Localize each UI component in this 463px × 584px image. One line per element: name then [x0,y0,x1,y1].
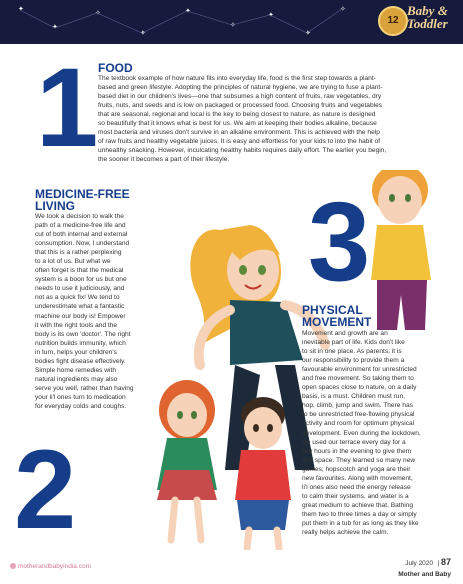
star-icon: ✦ [305,30,311,37]
constellation-lines [0,0,370,44]
footer-divider: | [437,560,441,567]
footer-url-text: motherandbabyindia.com [18,563,91,570]
section-number-2: 2 [14,427,77,552]
header-banner [0,0,463,44]
footer-url[interactable] [10,563,91,570]
girl-figure [157,380,217,540]
section-body-medicine-free: We took a decision to walk the path of a medicine-free life and cut of both internal and external consumption. Now, I understand that this is a rather perplexing to a lot of us. But what we often forget is that the medical system is a boon for us but one needs to use it judiciously, and not as a quick fix! We tend to underestimate what a fantastic machine our body is! Empower it with the right tools and the body is its own 'doctor'. The right nutrition builds immunity, which in turn, helps your children's bodies fight disease effectively. Simple home remedies with natural ingredients may also serve you well, rather than having your li'l ones turn to medication for everyday colds and coughs. [35,213,134,410]
section-number-1: 1 [36,45,99,170]
section-body-physical-movement: Movement and growth are an inevitable part of life. Kids don't like to sit in one place. As parents, it is our responsibility to provide them a favourable environment for unrestricted and free movement. So taking them to open spaces close to nature, on a daily basis, is a must. Children must run, hop, climb, jump and swim. There has to be unrestricted free-flowing physical activity and room for optimum physical development. Even during the lockdown, we used our terrace every day for a few hours in the evening to give them that space. They learned so many new games; hopscotch and yoga are their new favourites. Along with movement, li'l ones also need the energy release to calm their systems, and water is a great medium to achieve that. Bathing them two to three times a day or simply put them in a tub for as long as they like really helps achieve the calm. [302,330,421,537]
star-icon: ✦ [52,24,58,31]
magazine-name: Mother and Baby [398,571,451,578]
star-icon: ✦ [18,6,24,13]
site-logo-icon [10,563,16,569]
star-icon: ✦ [140,30,146,37]
star-icon: ✦ [185,8,191,15]
section-title-medicine-free: MEDICINE-FREE LIVING [35,187,130,213]
boy-figure [235,397,291,548]
page-number: 87 [440,557,451,567]
star-icon: ✧ [340,6,346,13]
star-icon: ✧ [95,10,101,17]
section-title-food: FOOD [98,61,133,75]
footer-page-info [398,552,451,578]
star-icon: ✧ [230,22,236,29]
section-body-food: The textbook example of how nature fits into everyday life, food is the first step towards a plant- based and green lifestyle. Adopting the principles of natural hygiene, we are trying to fuse a plant- based diet in our children's lives—one that subsumes a high content of fruits, raw vegetables, dry fruits, nuts, and seeds and is low on packaged or processed food. Choosing fruits and vegetables that are seasonal, regional and local is the key to being closest to nature, as nature is designed so beautifully that it knows what is best for us. We aim at keeping their bodies alkaline, because most bacteria and viruses don't survive in an alkaline environment. This is achieved with the help of raw fruits and healthy vegetable juices. It is easy and effortless for your kids to into the habit of unhealthy snacking. However, inculcating healthy habits requires daily effort. The earlier you begin, the sooner it becomes a part of their lifestyle. [98,75,387,164]
older-girl-figure [371,170,431,330]
section-number-3: 3 [308,179,371,304]
logo-badge: 12 [378,6,408,36]
section-title-physical-movement: PHYSICAL MOVEMENT [302,303,372,329]
star-icon: ✦ [268,12,274,19]
issue-date: July 2020 [405,560,434,567]
logo-title: Baby & Toddler [407,3,448,31]
